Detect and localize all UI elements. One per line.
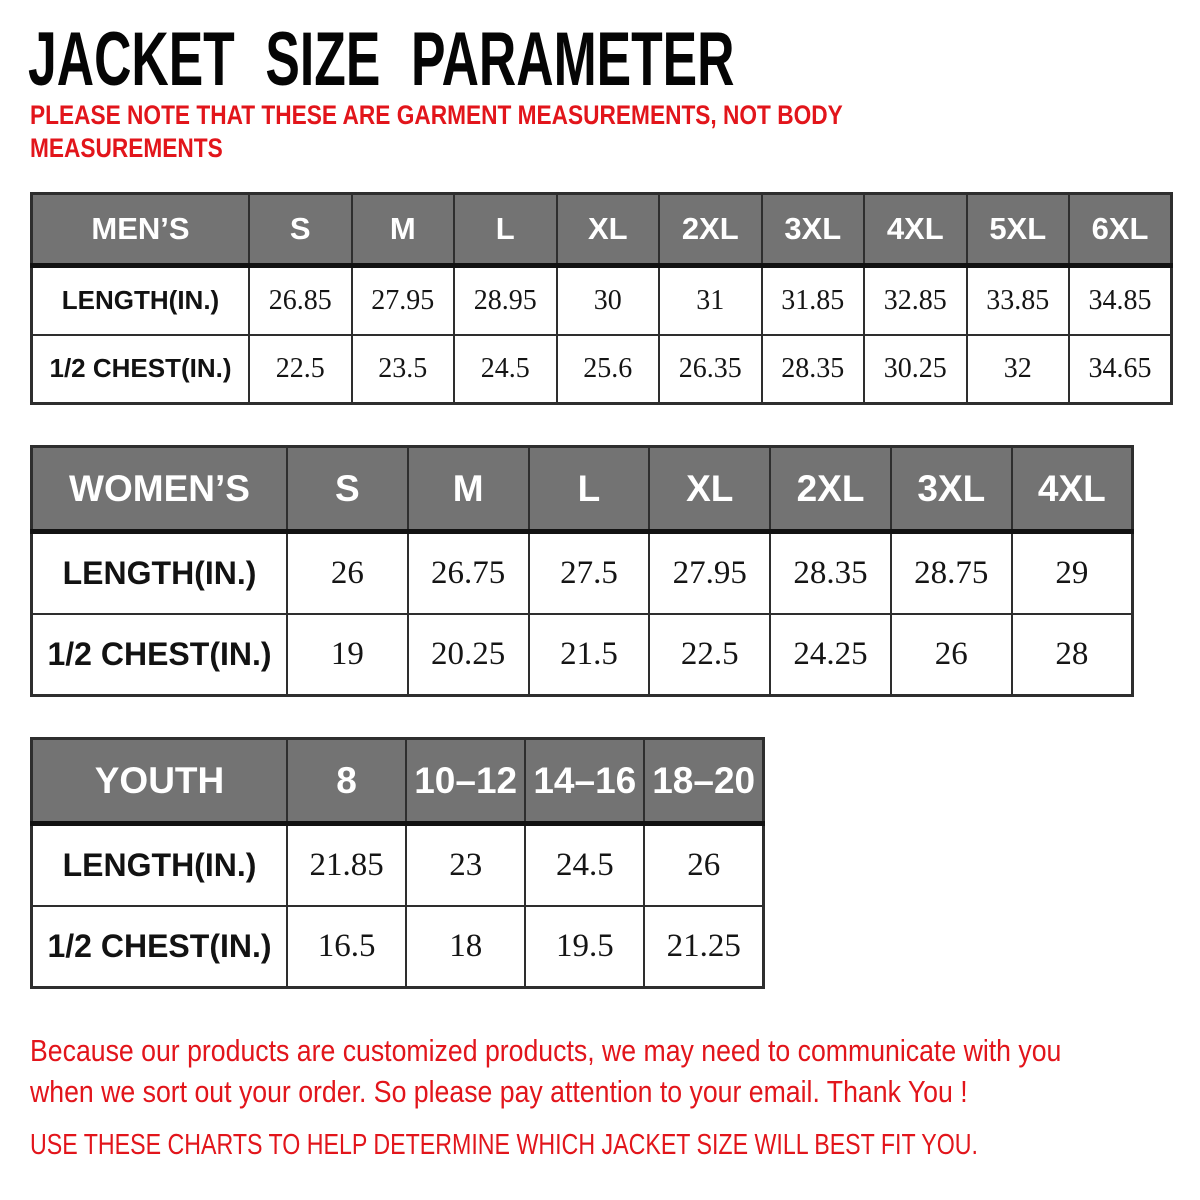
womens-size-header-2: M	[408, 447, 529, 532]
womens-size-header-6: 3XL	[891, 447, 1012, 532]
note-lines	[30, 99, 843, 165]
womens-value-1-1: 26	[287, 532, 408, 614]
mens-value-2-6: 28.35	[762, 335, 865, 404]
womens-value-2-6: 26	[891, 614, 1012, 696]
youth-value-1-2: 23	[406, 824, 525, 906]
womens-value-2-5: 24.25	[770, 614, 891, 696]
garment-measurement-note	[30, 99, 998, 165]
youth-size-table	[30, 737, 765, 989]
youth-value-1-3: 24.5	[525, 824, 644, 906]
page-title	[28, 17, 1067, 102]
mens-data-row-1	[32, 266, 1172, 335]
womens-value-1-5: 28.35	[770, 532, 891, 614]
mens-size-header-1: S	[249, 194, 352, 266]
customization-notice-line-1: Because our products are customized products, we may need to communicate with you	[30, 1033, 1062, 1068]
mens-size-header-3: L	[454, 194, 557, 266]
mens-row-label-2: 1/2 CHEST(IN.)	[32, 335, 250, 404]
youth-size-header-1: 8	[287, 739, 406, 824]
womens-size-table	[30, 445, 1134, 697]
note-line-2: MEASUREMENTS	[30, 133, 223, 163]
womens-value-2-4: 22.5	[649, 614, 770, 696]
womens-value-2-2: 20.25	[408, 614, 529, 696]
mens-value-1-9: 34.85	[1069, 266, 1172, 335]
womens-size-header-1: S	[287, 447, 408, 532]
mens-value-1-8: 33.85	[967, 266, 1070, 335]
mens-size-header-6: 3XL	[762, 194, 865, 266]
mens-table-title: MEN’S	[32, 194, 250, 266]
mens-value-2-1: 22.5	[249, 335, 352, 404]
youth-table-title: YOUTH	[32, 739, 288, 824]
mens-value-1-4: 30	[557, 266, 660, 335]
womens-value-2-3: 21.5	[529, 614, 650, 696]
youth-value-1-4: 26	[644, 824, 763, 906]
youth-value-2-4: 21.25	[644, 906, 763, 988]
mens-header-row	[32, 194, 1172, 266]
womens-value-2-7: 28	[1012, 614, 1133, 696]
youth-value-2-2: 18	[406, 906, 525, 988]
womens-size-header-7: 4XL	[1012, 447, 1133, 532]
mens-value-2-3: 24.5	[454, 335, 557, 404]
womens-value-2-1: 19	[287, 614, 408, 696]
womens-data-row-2	[32, 614, 1133, 696]
customization-notice-lines	[30, 1030, 1061, 1112]
customization-notice	[30, 1030, 1200, 1112]
mens-value-2-9: 34.65	[1069, 335, 1172, 404]
mens-value-2-5: 26.35	[659, 335, 762, 404]
mens-value-2-2: 23.5	[352, 335, 455, 404]
womens-value-1-7: 29	[1012, 532, 1133, 614]
mens-size-header-4: XL	[557, 194, 660, 266]
youth-value-1-1: 21.85	[287, 824, 406, 906]
mens-size-header-2: M	[352, 194, 455, 266]
mens-value-1-2: 27.95	[352, 266, 455, 335]
mens-data-row-2	[32, 335, 1172, 404]
mens-value-1-3: 28.95	[454, 266, 557, 335]
womens-value-1-6: 28.75	[891, 532, 1012, 614]
mens-size-table	[30, 192, 1173, 405]
mens-value-1-1: 26.85	[249, 266, 352, 335]
youth-data-row-2	[32, 906, 764, 988]
mens-size-header-9: 6XL	[1069, 194, 1172, 266]
womens-size-header-4: XL	[649, 447, 770, 532]
youth-header-row	[32, 739, 764, 824]
mens-value-2-4: 25.6	[557, 335, 660, 404]
womens-size-header-3: L	[529, 447, 650, 532]
page-title-text: JACKET SIZE PARAMETER	[28, 17, 735, 102]
youth-size-header-4: 18–20	[644, 739, 763, 824]
mens-value-1-6: 31.85	[762, 266, 865, 335]
womens-size-header-5: 2XL	[770, 447, 891, 532]
youth-row-label-1: LENGTH(IN.)	[32, 824, 288, 906]
youth-size-header-2: 10–12	[406, 739, 525, 824]
mens-value-2-8: 32	[967, 335, 1070, 404]
youth-row-label-2: 1/2 CHEST(IN.)	[32, 906, 288, 988]
mens-size-header-5: 2XL	[659, 194, 762, 266]
fit-advice-text: USE THESE CHARTS TO HELP DETERMINE WHICH JACKET SIZE WILL BEST FIT YOU.	[30, 1129, 978, 1161]
womens-table-title: WOMEN’S	[32, 447, 288, 532]
womens-header-row	[32, 447, 1133, 532]
mens-row-label-1: LENGTH(IN.)	[32, 266, 250, 335]
youth-data-row-1	[32, 824, 764, 906]
note-line-1: PLEASE NOTE THAT THESE ARE GARMENT MEASUREMENTS, NOT BODY	[30, 100, 843, 130]
mens-size-header-7: 4XL	[864, 194, 967, 266]
mens-size-header-8: 5XL	[967, 194, 1070, 266]
mens-value-1-7: 32.85	[864, 266, 967, 335]
youth-value-2-3: 19.5	[525, 906, 644, 988]
youth-size-header-3: 14–16	[525, 739, 644, 824]
womens-value-1-3: 27.5	[529, 532, 650, 614]
mens-value-2-7: 30.25	[864, 335, 967, 404]
womens-value-1-2: 26.75	[408, 532, 529, 614]
fit-advice-line	[30, 1128, 1200, 1162]
womens-value-1-4: 27.95	[649, 532, 770, 614]
mens-value-1-5: 31	[659, 266, 762, 335]
womens-data-row-1	[32, 532, 1133, 614]
womens-row-label-2: 1/2 CHEST(IN.)	[32, 614, 288, 696]
womens-row-label-1: LENGTH(IN.)	[32, 532, 288, 614]
customization-notice-line-2: when we sort out your order. So please pay attention to your email. Thank You !	[30, 1074, 968, 1109]
youth-value-2-1: 16.5	[287, 906, 406, 988]
